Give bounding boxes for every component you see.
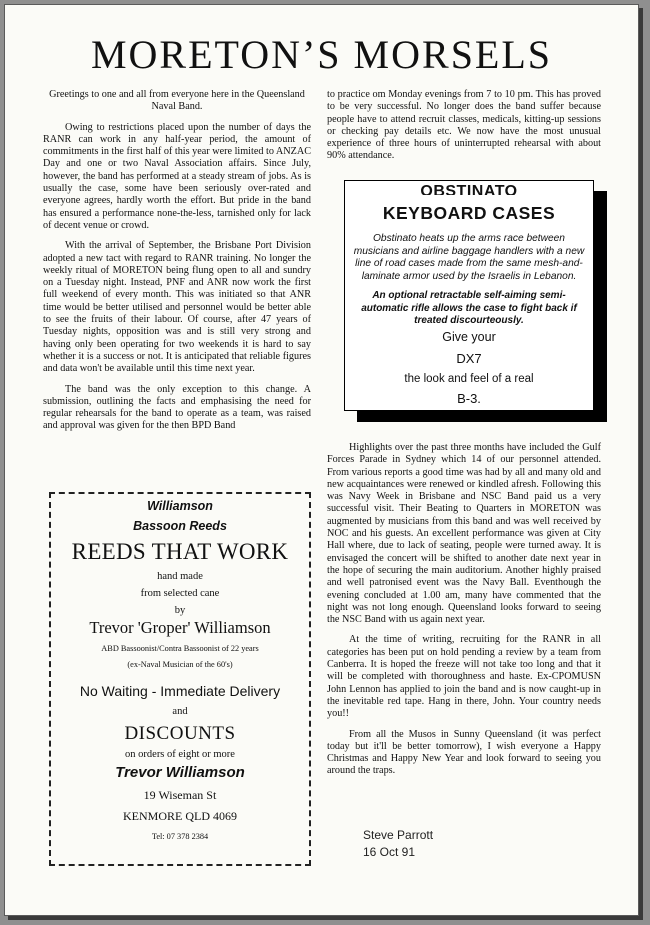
ad-b3: B-3. xyxy=(457,390,481,406)
ad-give: Give your xyxy=(442,329,496,344)
signoff xyxy=(363,827,433,861)
ad-credentials: ABD Bassoonist/Contra Bassoonist of 22 years xyxy=(101,644,259,653)
ad-orders: on orders of eight or more xyxy=(125,749,235,760)
ad-street: 19 Wiseman St xyxy=(143,788,217,802)
article-paragraph: Highlights over the past three months have included the Gulf Forces Parade in Sydney which 14 of our personnel attended. From various reports a good time was had by all and many old and new acquaintances were renewed or kindled afresh. Following this was Navy Week in Brisbane and NSC Band paid us a very successful visit. Their Beating to Quarters in MORETON was augmented by musicians from this band and was well received by NOC and his guests. An excellent performance was given at City Hall where, due to lack of seating, people were turned away. It is envisaged the concert will be shifted to another date next year in the hope of securing the main auditorium. Another highly praised and well patronised event was the Navy Ball. Eventhough the evening concluded at 1.00 am, many have commented that the night was not long enough. Queensland looks forward to seeing the NSC Band with us again next year. xyxy=(327,442,601,626)
ad-option: An optional retractable self-aiming semi-automatic rifle allows the case to fight back if treated discourteously. xyxy=(361,290,577,326)
article-paragraph: Greetings to one and all from everyone here in the Queensland Naval Band. xyxy=(49,89,305,113)
ad-product: KEYBOARD CASES xyxy=(382,203,556,223)
obstinato-advertisement xyxy=(344,180,594,411)
ad-blurb: Obstinato heats up the arms race between musicians and airline baggage handlers with a new line of road cases made from the same mesh-and-laminate armor used by the Israelis in Lebanon. xyxy=(353,233,585,282)
article-paragraph: With the arrival of September, the Brisbane Port Division adopted a new tact with regard to RANR training. No longer the weekly ritual of MORETON being flung open to all and sundry on a Tuesday night. Instead, PNF and ANR now work the first full weekend of every month. This was initiated so that ANR time would be better utilised and personnel would be better able to see the fruits of their labour. Of course, after 47 years of Tuesday nights, opposition was and is still very strong and having only been operating for two weekends it is hard to say whether it is a success or not. It is anticipated that reliable figures and data won't be available until this time next year. xyxy=(43,240,311,375)
article-column-left xyxy=(43,89,311,441)
ad-by: by xyxy=(174,605,186,616)
ad-brand: OBSTINATO xyxy=(420,183,518,195)
ad-maker-name: Trevor 'Groper' Williamson xyxy=(89,618,271,637)
ad-and: and xyxy=(172,706,188,717)
page xyxy=(4,4,639,916)
signoff-date: 16 Oct 91 xyxy=(363,845,416,859)
article-paragraph: to practice om Monday evenings from 7 to 10 pm. This has proved to be very successful. No longer does the band suffer because people have to attend recruit classes, medicals, kitting-up sessions or checking pay details etc. We now have the most unusual experience of three hours of uninterrupted rehearsal with about 90% attendance. xyxy=(327,89,601,162)
ad-naval: (ex-Naval Musician of the 60's) xyxy=(127,660,233,669)
ad-from-cane: from selected cane xyxy=(140,588,220,599)
ad-phone: Tel: 07 378 2384 xyxy=(151,832,209,841)
williamson-advertisement xyxy=(49,492,311,866)
article-paragraph: The band was the only exception to this change. A submission, outlining the facts and emphasising the need for regular rehearsals for the band to operate as a team, was raised and approval was given for the then BPD Band xyxy=(43,383,311,432)
article-column-right-top xyxy=(327,89,601,171)
ad-dx7: DX7 xyxy=(456,350,482,366)
article-paragraph: At the time of writing, recruiting for the RANR in all categories has been put on hold pending a review by a team from Canberra. It is hoped the freeze will not take too long and that it will be completed with thoroughness and haste. Ex-CPOMUSN John Lennon has applied to join the band and is now caught-up in the inevitable red tape. Hang in there, John. Your country needs you!! xyxy=(327,634,601,720)
ad-discounts: DISCOUNTS xyxy=(124,723,236,744)
ad-hand-made: hand made xyxy=(157,571,203,582)
article-column-right-bottom xyxy=(327,442,601,786)
page-title: MORETON’S MORSELS xyxy=(90,32,553,77)
ad-look: the look and feel of a real xyxy=(404,372,534,385)
ad-city: KENMORE QLD 4069 xyxy=(123,809,237,823)
ad-subtitle: Bassoon Reeds xyxy=(133,519,227,533)
ad-maker: Williamson xyxy=(147,499,213,513)
article-paragraph: Owing to restrictions placed upon the number of days the RANR can work in any half-year period, the amount of commitments in the first half of this year were limited to ANZAC Day and one or two Naval Association affairs. Since July, however, the band has performed at a steady stream of jobs. As is usually the case, some have been seriously over-rated and everyone agrees, hardly worth the effort. But pride in the band has ensured a performance none-the-less, tarnished only for lack of decent venue or crowd. xyxy=(43,121,311,231)
article-paragraph: From all the Musos in Sunny Queensland (it was perfect today but it'll be better tomorrow), I wish everyone a Happy Christmas and Happy New Year and look forward to seeing you around the traps. xyxy=(327,728,601,777)
ad-headline: REEDS THAT WORK xyxy=(71,539,289,564)
ad-signature: Trevor Williamson xyxy=(115,764,245,781)
ad-no-waiting: No Waiting - Immediate Delivery xyxy=(79,683,281,699)
signoff-name: Steve Parrott xyxy=(363,828,434,842)
